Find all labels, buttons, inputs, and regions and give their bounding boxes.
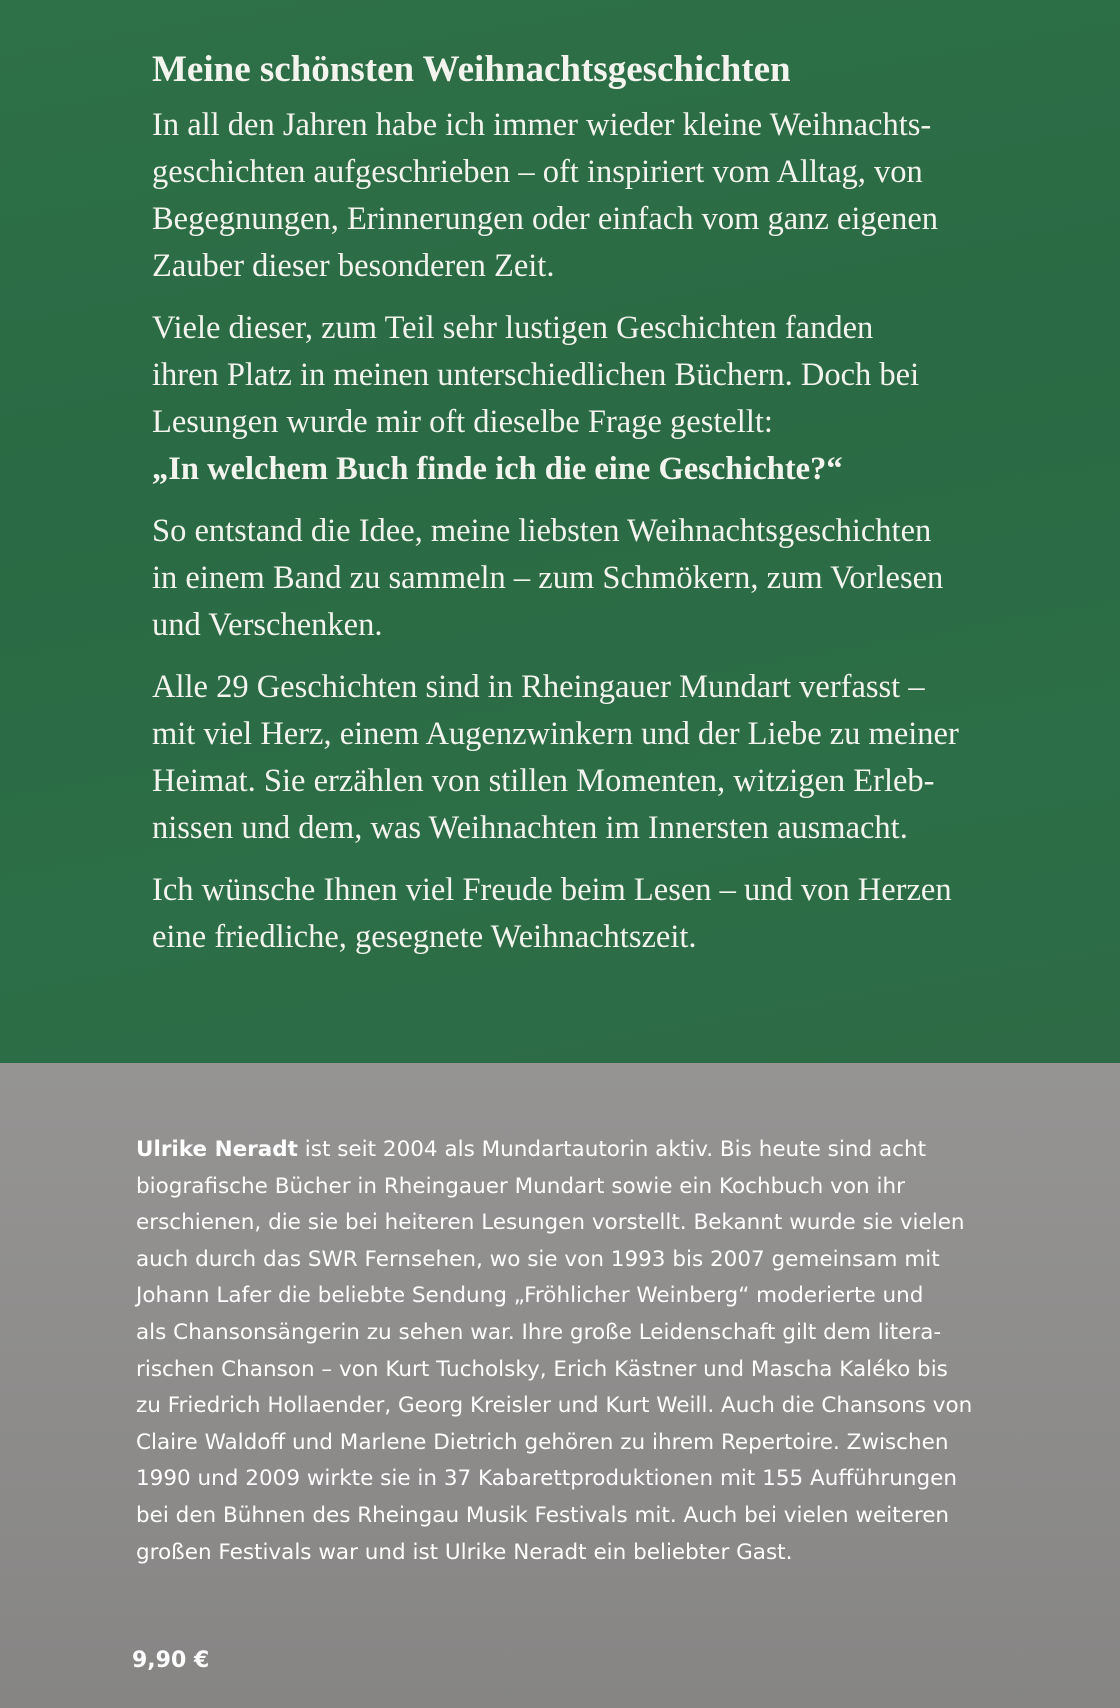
paragraph-line: Heimat. Sie erzählen von stillen Momenten, witzigen Erleb- (152, 763, 935, 799)
paragraph-line: mit viel Herz, einem Augenzwinkern und der Liebe zu meiner (152, 716, 959, 752)
paragraph-line: So entstand die Idee, meine liebsten Weihnachtsgeschichten (152, 513, 932, 549)
bio-line: zu Friedrich Hollaender, Georg Kreisler und Kurt Weill. Auch die Chansons von (136, 1393, 973, 1419)
paragraph-line: In all den Jahren habe ich immer wieder kleine Weihnachts- (152, 107, 932, 143)
blurb-paragraph-2 (152, 305, 1042, 493)
paragraph-line: Viele dieser, zum Teil sehr lustigen Geschichten fanden (152, 310, 874, 346)
bio-line: großen Festivals war und ist Ulrike Neradt ein beliebter Gast. (136, 1539, 793, 1565)
blurb-paragraph-4 (152, 664, 1042, 852)
blurb-title: Meine schönsten Weihnachtsgeschichten (152, 49, 791, 90)
blurb-section (152, 44, 1042, 976)
paragraph-line: geschichten aufgeschrieben – oft inspiriert vom Alltag, von (152, 154, 923, 190)
paragraph-line: in einem Band zu sammeln – zum Schmökern, zum Vorlesen (152, 560, 944, 596)
paragraph-line: Zauber dieser besonderen Zeit. (152, 248, 555, 284)
bio-line: Claire Waldoff und Marlene Dietrich gehören zu ihrem Repertoire. Zwischen (136, 1429, 949, 1455)
paragraph-line: und Verschenken. (152, 607, 383, 643)
bio-first-line (136, 1132, 1036, 1169)
author-bio (136, 1132, 1036, 1571)
bio-line-rest: ist seit 2004 als Mundartautorin aktiv. Bis heute sind acht (297, 1137, 926, 1162)
paragraph-line: nissen und dem, was Weihnachten im Innersten ausmacht. (152, 810, 908, 846)
paragraph-line: Ich wünsche Ihnen viel Freude beim Lesen – und von Herzen (152, 872, 952, 908)
bio-line: auch durch das SWR Fernsehen, wo sie von 1993 bis 2007 gemeinsam mit (136, 1246, 940, 1272)
paragraph-line: eine friedliche, gesegnete Weihnachtszeit. (152, 919, 697, 955)
bio-line: 1990 und 2009 wirkte sie in 37 Kabarettproduktionen mit 155 Aufführungen (136, 1466, 958, 1492)
price-label: 9,90 € (132, 1648, 210, 1673)
bio-line: als Chansonsängerin zu sehen war. Ihre große Leidenschaft gilt dem litera- (136, 1319, 942, 1345)
paragraph-line: Alle 29 Geschichten sind in Rheingauer Mundart verfasst – (152, 669, 925, 705)
bio-line: biografische Bücher in Rheingauer Mundart sowie ein Kochbuch von ihr (136, 1173, 905, 1199)
reader-question-quote: „In welchem Buch finde ich die eine Geschichte?“ (152, 451, 843, 487)
paragraph-line: Lesungen wurde mir oft dieselbe Frage gestellt: (152, 404, 773, 440)
paragraph-line: Begegnungen, Erinnerungen oder einfach vom ganz eigenen (152, 201, 939, 237)
blurb-paragraph-1 (152, 102, 1042, 290)
bio-line: erschienen, die sie bei heiteren Lesungen vorstellt. Bekannt wurde sie vielen (136, 1210, 965, 1236)
bio-line: bei den Bühnen des Rheingau Musik Festivals mit. Auch bei vielen weiteren (136, 1502, 950, 1528)
author-name: Ulrike Neradt (136, 1137, 298, 1162)
blurb-paragraph-5 (152, 867, 1042, 961)
bio-line: Johann Lafer die beliebte Sendung „Fröhlicher Weinberg“ moderierte und (136, 1283, 924, 1309)
paragraph-line: ihren Platz in meinen unterschiedlichen Büchern. Doch bei (152, 357, 920, 393)
blurb-paragraph-3 (152, 508, 1042, 649)
bio-line: rischen Chanson – von Kurt Tucholsky, Erich Kästner und Mascha Kaléko bis (136, 1356, 948, 1382)
